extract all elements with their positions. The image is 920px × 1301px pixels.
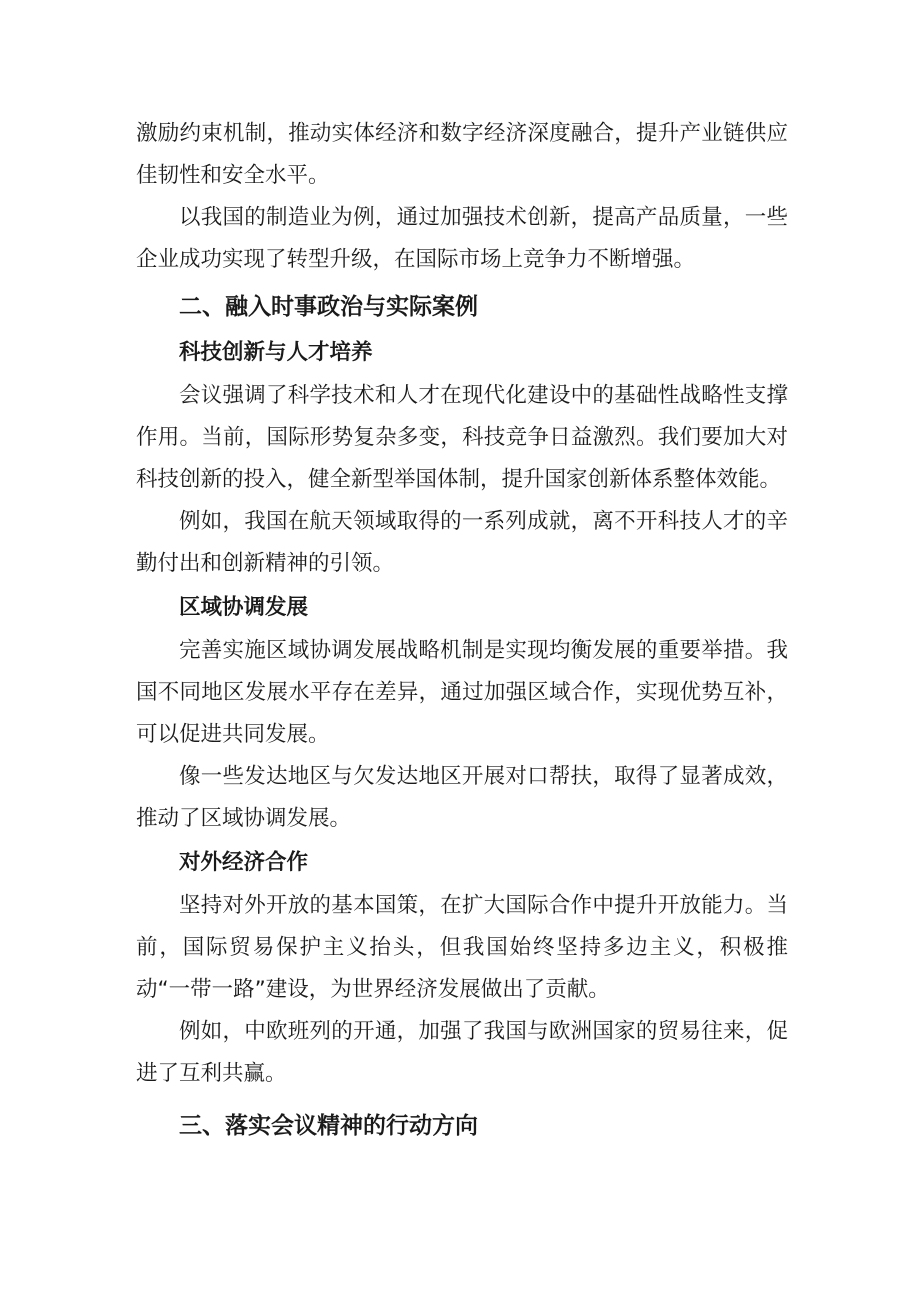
section-heading-3: 三、落实会议精神的行动方向 bbox=[179, 1113, 478, 1139]
paragraph-manufacturing-example: 以我国的制造业为例，通过加强技术创新，提高产品质量，一些企业成功实现了转型升级，在国际市场上竞争力不断增强。 bbox=[136, 205, 788, 272]
subheading-regional-development: 区域协调发展 bbox=[179, 595, 309, 620]
paragraph-aerospace-example: 例如，我国在航天领域取得的一系列成就，离不开科技人才的辛勤付出和创新精神的引领。 bbox=[136, 509, 788, 576]
paragraph-tech-innovation: 会议强调了科学技术和人才在现代化建设中的基础性战略性支撑作用。当前，国际形势复杂多变，科技竞争日益激烈。我们要加大对科技创新的投入，健全新型举国体制，提升国家创新体系整体效能。 bbox=[136, 383, 788, 492]
paragraph-china-europe-example: 例如，中欧班列的开通，加强了我国与欧洲国家的贸易往来，促进了互利共赢。 bbox=[136, 1019, 788, 1086]
paragraph-foreign-cooperation: 坚持对外开放的基本国策，在扩大国际合作中提升开放能力。当前，国际贸易保护主义抬头，但我国始终坚持多边主义，积极推动“一带一路”建设，为世界经济发展做出了贡献。 bbox=[136, 893, 788, 1002]
document-body bbox=[136, 113, 788, 1149]
subheading-tech-innovation: 科技创新与人才培养 bbox=[179, 340, 373, 365]
paragraph-continuation: 激励约束机制，推动实体经济和数字经济深度融合，提升产业链供应佳韧性和安全水平。 bbox=[136, 121, 788, 188]
subheading-foreign-cooperation: 对外经济合作 bbox=[179, 850, 309, 875]
paragraph-regional-example: 像一些发达地区与欠发达地区开展对口帮扶，取得了显著成效，推动了区域协调发展。 bbox=[136, 764, 788, 831]
section-heading-2: 二、融入时事政治与实际案例 bbox=[179, 294, 478, 320]
paragraph-regional-development: 完善实施区域协调发展战略机制是实现均衡发展的重要举措。我国不同地区发展水平存在差异，通过加强区域合作，实现优势互补，可以促进共同发展。 bbox=[136, 638, 788, 747]
